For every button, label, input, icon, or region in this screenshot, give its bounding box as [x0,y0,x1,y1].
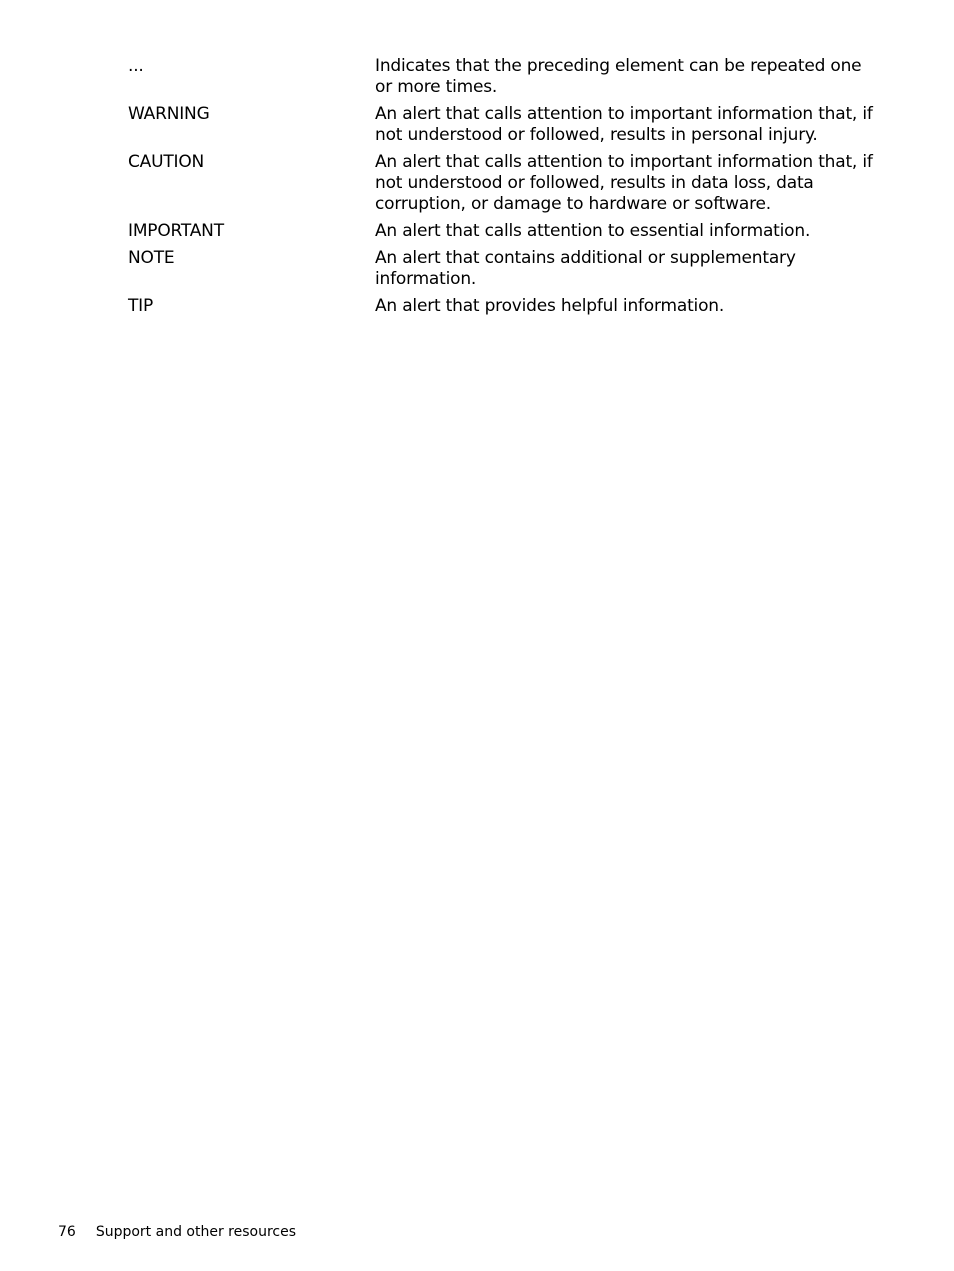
convention-description: An alert that contains additional or supplementary information. [375,248,796,289]
convention-description: An alert that provides helpful information. [375,296,725,316]
convention-term: NOTE [128,248,175,268]
page-footer [58,1223,296,1241]
convention-description: An alert that calls attention to important information that, if not understood or followed, results in personal injury. [375,104,873,145]
convention-description: An alert that calls attention to important information that, if not understood or followed, results in data loss, data corruption, or damage to hardware or software. [375,152,873,214]
convention-term: CAUTION [128,152,205,172]
convention-row-note [128,248,878,290]
footer-section-title: Support and other resources [95,1224,297,1240]
page-number: 76 [58,1224,76,1240]
conventions-table [128,56,878,323]
convention-row-warning [128,104,878,146]
convention-description: Indicates that the preceding element can be repeated one or more times. [375,56,862,97]
convention-description: An alert that calls attention to essential information. [375,221,811,241]
convention-row-tip [128,296,878,317]
convention-term: TIP [128,296,154,316]
convention-term: IMPORTANT [128,221,224,241]
convention-row-caution [128,152,878,215]
convention-row-ellipsis [128,56,878,98]
convention-term: WARNING [128,104,210,124]
convention-term: ... [128,56,144,76]
convention-row-important [128,221,878,242]
